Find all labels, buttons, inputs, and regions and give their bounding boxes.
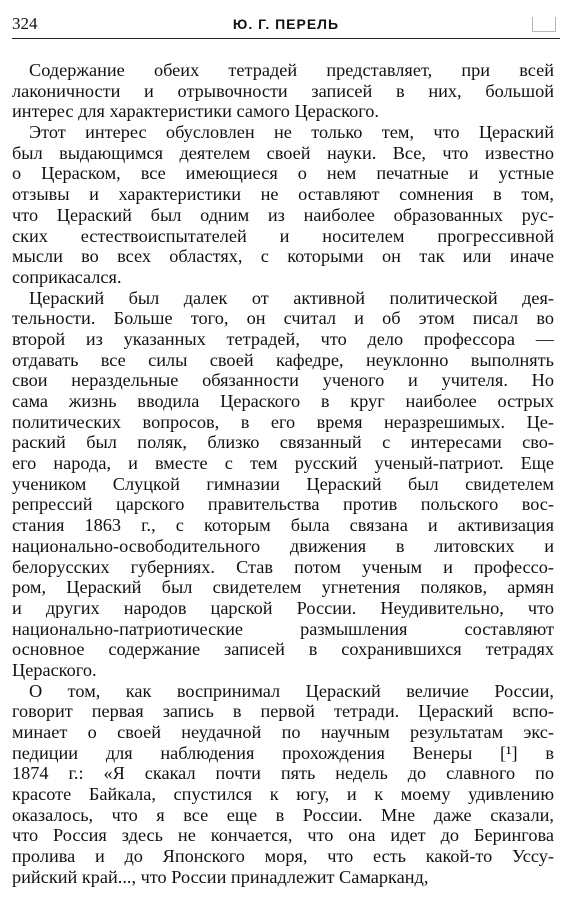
text-line: минает о своей неудачной по научным результатам экс- (12, 722, 554, 742)
text-line: оказалось, что я все еще в России. Мне даже сказали, (12, 804, 554, 825)
text-line: отдавать все силы своей кафедре, неуклонно выполнять (12, 349, 554, 370)
page-corner-mark (532, 17, 556, 32)
text-line: что Цераский был одним из наиболее образованных рус- (12, 204, 554, 225)
page-number: 324 (12, 14, 38, 33)
text-line: стания 1863 г., с которым была связана и активизация (12, 515, 554, 536)
text-line: что Россия здесь не кончается, что она идет до Берингова (12, 825, 554, 846)
text-line: репрессий царского правительства против польского вос- (12, 494, 554, 515)
text-line: учеником Слуцкой гимназии Цераский был свидетелем (12, 473, 554, 494)
text-line: тельности. Больше того, он считал и об этом писал во (12, 308, 554, 329)
page-body (12, 60, 554, 888)
text-line: был выдающимся деятелем своей науки. Все, что известно (12, 142, 554, 163)
text-line: соприкасался. (12, 266, 122, 287)
text-line: О том, как воспринимал Цераский величие России, (29, 680, 554, 701)
text-line: говорит первая запись в первой тетради. Цераский вспо- (12, 701, 554, 722)
text-line: раский был поляк, близко связанный с интересами сво- (12, 432, 554, 453)
text-line: ских естествоиспытателей и носителем прогрессивной (12, 225, 554, 246)
text-line: свои нераздельные обязанности ученого и учителя. Но (12, 370, 554, 391)
text-line: сама жизнь вводила Цераского в круг наиболее острых (12, 391, 554, 411)
text-line: национально-патриотические размышления составляют (12, 618, 554, 639)
page-header (12, 14, 560, 34)
paragraph (12, 122, 554, 288)
paragraph (12, 60, 554, 122)
text-line: рийский край..., что России принадлежит Самарканд, (12, 866, 429, 887)
text-line: основное содержание записей в сохранившихся тетрадях (12, 639, 554, 660)
text-line: Цераский был далек от активной политической дея- (29, 287, 554, 308)
header-rule (12, 38, 560, 39)
paragraph (12, 288, 554, 681)
text-line: национально-освободительного движения в литовских и (12, 535, 554, 556)
text-line: белорусских губерниях. Став потом ученым и профессо- (12, 556, 554, 577)
text-line: лаконичности и отрывочности записей в них, большой (12, 80, 554, 101)
text-line: интерес для характеристики самого Цераского. (12, 101, 379, 122)
text-line: и других народов царской России. Неудивительно, что (12, 597, 554, 618)
text-line: мысли во всех областях, с которыми он так или иначе (12, 246, 554, 267)
text-line: его народа, и вместе с тем русский ученый-патриот. Еще (12, 453, 554, 474)
text-line: Цераского. (12, 659, 97, 680)
text-line: Содержание обеих тетрадей представляет, при всей (29, 60, 554, 80)
text-line: педиции для наблюдения прохождения Венеры [¹] в (12, 742, 554, 763)
running-head: Ю. Г. ПЕРЕЛЬ (232, 16, 340, 32)
text-line: отзывы и характеристики не оставляют сомнения в том, (12, 184, 554, 205)
text-line: Этот интерес обусловлен не только тем, что Цераский (29, 122, 554, 143)
text-line: 1874 г.: «Я скакал почти пять недель до славного по (12, 763, 554, 784)
text-line: красоте Байкала, спустился к югу, и к моему удивлению (12, 784, 554, 805)
text-line: второй из указанных тетрадей, что дело профессора — (12, 328, 554, 349)
text-line: политических вопросов, в его время неразрешимых. Це- (12, 411, 554, 432)
text-line: ром, Цераский был свидетелем угнетения поляков, армян (12, 577, 554, 598)
paragraph (12, 681, 554, 888)
text-line: пролива и до Японского моря, что есть какой-то Уссу- (12, 846, 554, 867)
text-line: о Цераском, все имеющиеся о нем печатные и устные (12, 163, 554, 184)
